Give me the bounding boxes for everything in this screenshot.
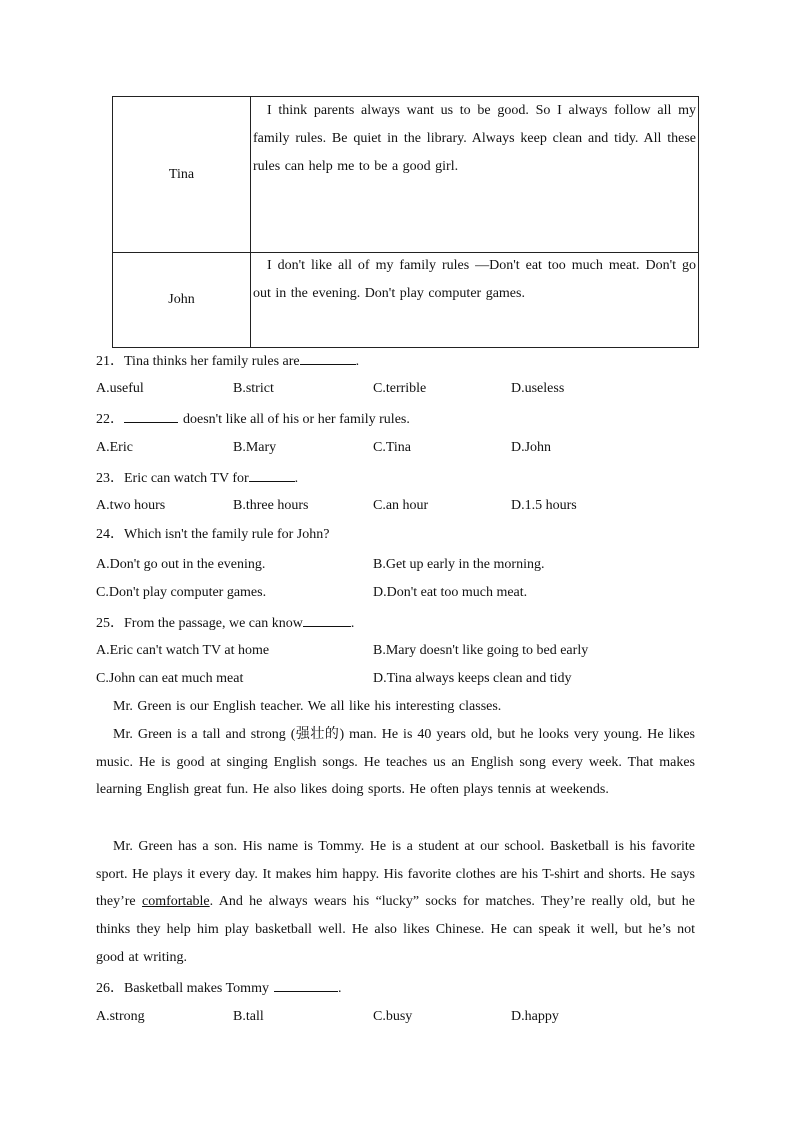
- option-d: D.1.5 hours: [511, 498, 577, 513]
- option-c: C.Don't play computer games.: [96, 585, 267, 600]
- question-text: 21．Tina thinks her family rules are: [96, 354, 300, 369]
- option-a: A.Eric: [96, 440, 133, 455]
- underlined-word: comfortable: [142, 894, 210, 910]
- name-cell: John: [113, 252, 251, 347]
- option-d: D.John: [511, 440, 552, 455]
- option-b: B.strict: [233, 381, 274, 396]
- option-d: D.useless: [511, 381, 565, 396]
- question-26: [96, 977, 341, 999]
- question-end: .: [350, 616, 355, 631]
- option-d: D.happy: [511, 1009, 559, 1024]
- question-number: 22．: [96, 412, 124, 427]
- option-b: B.Mary doesn't like going to bed early: [373, 643, 589, 658]
- question-text: 24．Which isn't the family rule for John?: [96, 527, 330, 542]
- paragraph-text: . And he always wears his “lucky” socks for matches. They’re really old, but he thinks they help him play basketball well. He also likes Chinese. He can speak it well, but he’s not good at writing.: [96, 894, 695, 965]
- question-25: [96, 612, 354, 634]
- option-c: C.an hour: [373, 498, 429, 513]
- statement-cell: [251, 252, 698, 347]
- option-a: A.Eric can't watch TV at home: [96, 643, 270, 658]
- passage-paragraph-1: [96, 693, 695, 721]
- question-end: .: [294, 471, 299, 486]
- passage-paragraph-2: [96, 721, 695, 804]
- question-end: .: [355, 354, 360, 369]
- question-text: doesn't like all of his or her family rules.: [183, 412, 410, 427]
- option-b: B.three hours: [233, 498, 309, 513]
- paragraph-text: Mr. Green is our English teacher. We all like his interesting classes.: [113, 699, 502, 714]
- statement-cell: [251, 97, 698, 252]
- rules-table: [112, 96, 699, 348]
- paragraph-text: Mr. Green is a tall and strong (强壮的) man. He is 40 years old, but he looks very young. He likes music. He is good at singing English songs. He teaches us an English song every week. That makes learning English great fun. He also likes doing sports. He often plays tennis at weekends.: [96, 727, 695, 798]
- question-24: [96, 525, 329, 545]
- table-row: [113, 252, 698, 347]
- answer-blank: [124, 408, 178, 423]
- answer-blank: [303, 612, 351, 627]
- option-c: C.John can eat much meat: [96, 671, 244, 686]
- option-a: A.two hours: [96, 498, 166, 513]
- option-c: C.busy: [373, 1009, 413, 1024]
- option-d: D.Tina always keeps clean and tidy: [373, 671, 572, 686]
- name-cell: Tina: [113, 97, 251, 252]
- passage-paragraph-3: [96, 833, 695, 972]
- answer-blank: [300, 350, 356, 365]
- question-end: .: [337, 981, 342, 996]
- paragraph-text: Mr. Green has a son. His name is Tommy. He is a student at our school. Basketball is his favorite sport. He plays it every day. It makes him happy. His favorite clothes are his T-shirt and shorts. He says they’re: [96, 839, 695, 910]
- statement-text: I think parents always want us to be good. So I always follow all my family rules. Be quiet in the library. Always keep clean and tidy. All these rules can help me to be a good girl.: [253, 103, 696, 174]
- option-a: A.useful: [96, 381, 144, 396]
- option-c: C.Tina: [373, 440, 412, 455]
- question-text: 26．Basketball makes Tommy: [96, 981, 269, 996]
- option-a: A.Don't go out in the evening.: [96, 557, 266, 572]
- option-c: C.terrible: [373, 381, 427, 396]
- option-d: D.Don't eat too much meat.: [373, 585, 528, 600]
- question-21: [96, 350, 359, 372]
- option-a: A.strong: [96, 1009, 145, 1024]
- question-22: [96, 408, 410, 430]
- option-b: B.Get up early in the morning.: [373, 557, 545, 572]
- option-b: B.Mary: [233, 440, 277, 455]
- question-text: 25．From the passage, we can know: [96, 616, 303, 631]
- answer-blank: [249, 467, 295, 482]
- statement-text: I don't like all of my family rules —Don't eat too much meat. Don't go out in the evening. Don't play computer games.: [253, 258, 696, 301]
- question-23: [96, 467, 298, 489]
- table-row: [113, 97, 698, 253]
- answer-blank: [274, 977, 338, 992]
- question-text: 23．Eric can watch TV for: [96, 471, 249, 486]
- option-b: B.tall: [233, 1009, 264, 1024]
